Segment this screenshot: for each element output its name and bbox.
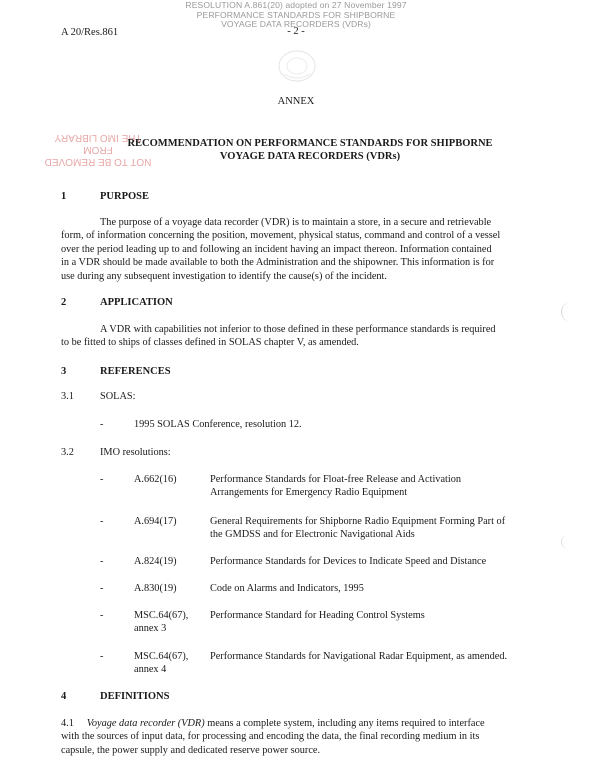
list-bullet: - (100, 556, 104, 567)
reference-code: A.830(19) (134, 583, 177, 594)
section-4-number: 4 (61, 691, 67, 702)
subsection-3-2-number: 3.2 (61, 447, 74, 458)
reference-description: Performance Standard for Heading Control Systems (210, 610, 425, 621)
emblem-seal-icon (272, 46, 322, 86)
reference-description: General Requirements for Shipborne Radio Equipment Forming Part of the GMDSS and for Electronic Navigational Aids (210, 516, 506, 540)
subsection-3-2-title: IMO resolutions: (100, 447, 171, 458)
annex-heading: ANNEX (277, 96, 315, 107)
list-bullet: - (100, 583, 104, 594)
reference-code: A.694(17) (134, 516, 177, 527)
reference-description: Performance Standards for Navigational Radar Equipment, as amended. (210, 651, 508, 662)
section-2-number: 2 (61, 297, 67, 308)
definitions-paragraph: 4.1 Voyage data recorder (VDR) means a complete system, including any items required to interface with the sources of input data, for processing and encoding the data, the final recording medium in its capsule, the power supply and dedicated reserve power source. (61, 718, 485, 756)
margin-mark (561, 535, 570, 549)
reference-description: Code on Alarms and Indicators, 1995 (210, 583, 364, 594)
purpose-paragraph: The purpose of a voyage data recorder (VDR) is to maintain a store, in a secure and retrievable form, of information concerning the position, movement, physical status, command and control of a vessel over the period leading up to and following an incident having an impact thereon. Information contained in a VDR should be made available to both the Administration and the shipowner. This information is for use during any subsequent investigation to identify the cause(s) of the incident. (61, 217, 501, 282)
page-number: - 2 - (287, 26, 305, 37)
defined-term: Voyage data recorder (VDR) (86, 718, 205, 729)
reference-code: MSC.64(67), annex 4 (134, 651, 189, 675)
section-3-number: 3 (61, 366, 67, 377)
document-title: RECOMMENDATION ON PERFORMANCE STANDARDS FOR SHIPBORNE VOYAGE DATA RECORDERS (VDRs) (127, 138, 493, 162)
list-bullet: - (100, 474, 104, 485)
library-watermark: NOT TO BE REMOVED FROM THE IMO LIBRARY (44, 132, 152, 167)
application-paragraph: A VDR with capabilities not inferior to those defined in these performance standards is required to be fitted to ships of classes defined in SOLAS chapter V, as amended. (61, 324, 496, 349)
reference-code: MSC.64(67), annex 3 (134, 610, 189, 634)
reference-code: A.662(16) (134, 474, 177, 485)
section-1-title: PURPOSE (100, 191, 150, 202)
list-bullet: - (100, 516, 104, 527)
stamp-line-3: VOYAGE DATA RECORDERS (VDRs) (221, 19, 371, 30)
reference-description: Performance Standards for Devices to Indicate Speed and Distance (210, 556, 487, 567)
section-4-title: DEFINITIONS (100, 691, 170, 702)
list-bullet: - (100, 419, 104, 430)
subsection-3-1-title: SOLAS: (100, 391, 136, 402)
stamp-line-1: RESOLUTION A.861(20) adopted on 27 November 1997 (185, 0, 407, 10)
stamp-line-2: PERFORMANCE STANDARDS FOR SHIPBORNE (196, 9, 396, 20)
document-reference: A 20/Res.861 (61, 27, 119, 38)
subsection-3-1-number: 3.1 (61, 391, 74, 402)
reference-code: A.824(19) (134, 556, 177, 567)
solas-reference-item: 1995 SOLAS Conference, resolution 12. (134, 419, 302, 430)
reference-description: Performance Standards for Float-free Release and Activation Arrangements for Emergency Radio Equipment (210, 474, 462, 498)
margin-mark (561, 302, 572, 322)
section-2-title: APPLICATION (100, 297, 173, 308)
list-bullet: - (100, 651, 104, 662)
section-3-title: REFERENCES (100, 366, 171, 377)
section-1-number: 1 (61, 191, 67, 202)
subsection-4-1-number: 4.1 (61, 718, 74, 729)
list-bullet: - (100, 610, 104, 621)
